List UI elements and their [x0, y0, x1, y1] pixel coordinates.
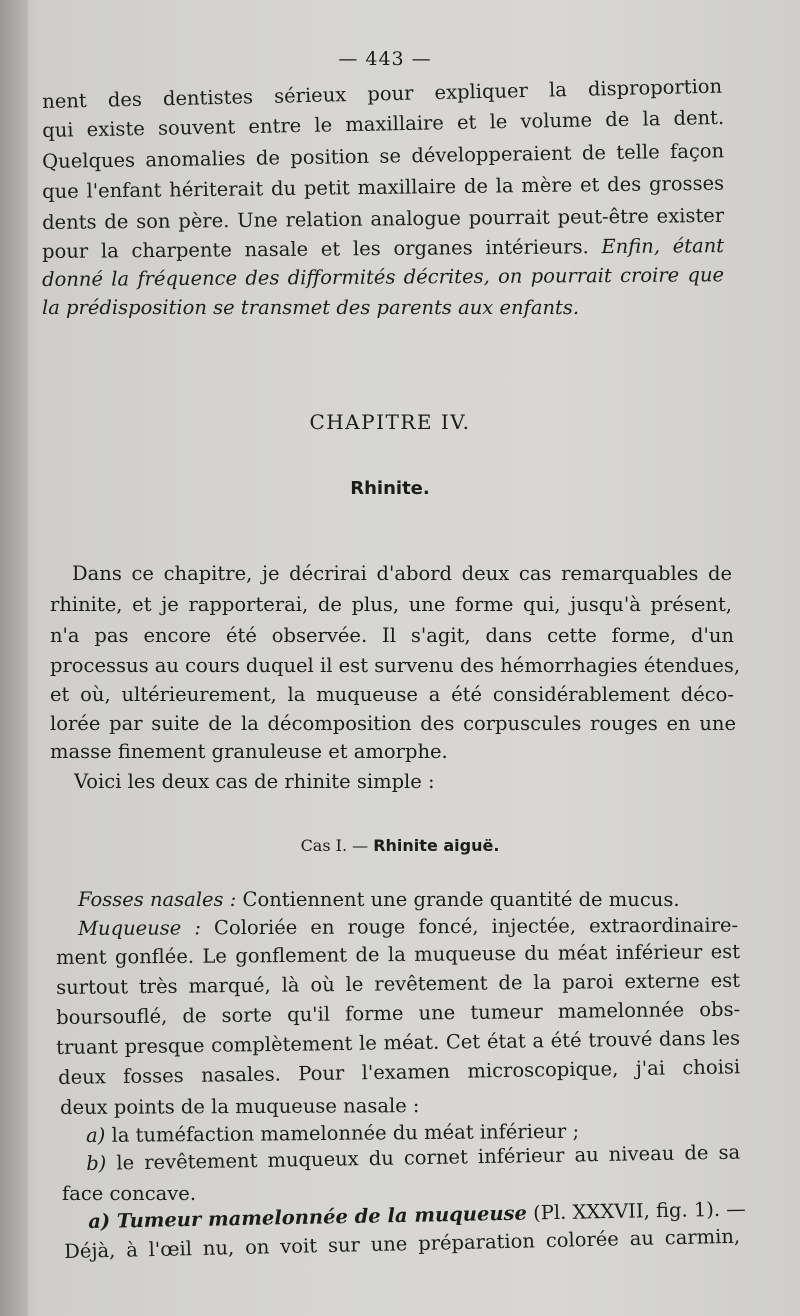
text-line: Dans ce chapitre, je décrirai d'abord deux cas remarquables de	[72, 562, 732, 585]
text-run-italic: Enfin, étant	[601, 234, 725, 259]
text-line: truant presque complètement le méat. Cet état a été trouvé dans les	[56, 1026, 741, 1059]
text-line: surtout très marqué, là où le revêtement de la paroi externe est	[56, 968, 741, 999]
text-line: masse finement granuleuse et amorphe.	[50, 740, 448, 763]
text-line: n'a pas encore été observée. Il s'agit, dans cette forme, d'un	[50, 624, 734, 647]
text-line: qui existe souvent entre le maxillaire et le volume de la dent.	[42, 105, 725, 142]
text-line: dents de son père. Une relation analogue pourrait peut-être exister	[42, 203, 725, 234]
text-line: ment gonflée. Le gonflement de la muqueuse du méat inférieur est	[56, 940, 741, 969]
text-line-mixed	[78, 914, 738, 941]
list-marker: b)	[86, 1151, 107, 1175]
chapter-title: CHAPITRE IV.	[309, 410, 471, 434]
case-heading	[200, 836, 600, 855]
case-number: Cas I. —	[300, 836, 374, 855]
page-number: — 443 —	[338, 48, 432, 70]
section-title: Rhinite.	[350, 478, 430, 499]
text-line: face concave.	[62, 1182, 197, 1205]
text-line: Quelques anomalies de position se développeraient de telle façon	[42, 139, 725, 173]
text-line: rhinite, et je rapporterai, de plus, une forme qui, jusqu'à présent,	[50, 593, 732, 616]
text-line: la prédisposition se transmet des parents aux enfants.	[42, 296, 580, 319]
text-line: Voici les deux cas de rhinite simple :	[74, 770, 435, 793]
field-label: Fosses nasales :	[78, 888, 237, 911]
text-line: processus au cours duquel il est survenu des hémorrhagies étendues,	[50, 654, 741, 677]
text-line: deux fosses nasales. Pour l'examen microscopique, j'ai choisi	[58, 1055, 741, 1089]
text-line-mixed	[42, 234, 724, 264]
text-run: pour la charpente nasale et les organes intérieurs.	[42, 235, 602, 263]
list-text: le revêtement muqueux du cornet inférieur au niveau de sa	[106, 1140, 741, 1175]
text-line-mixed	[78, 888, 680, 912]
text-line: donné la fréquence des difformités décrites, on pourrait croire que	[42, 263, 725, 291]
field-text: Coloriée en rouge foncé, injectée, extraordinaire-	[200, 913, 739, 940]
text-line: deux points de la muqueuse nasale :	[60, 1094, 420, 1119]
case-title: Rhinite aiguë.	[373, 836, 500, 855]
text-line: que l'enfant hériterait du petit maxillaire de la mère et des grosses	[42, 171, 725, 203]
text-line: Déjà, à l'œil nu, on voit sur une préparation colorée au carmin,	[64, 1224, 741, 1263]
text-line: et où, ultérieurement, la muqueuse a été considérablement déco-	[50, 683, 734, 706]
text-line: lorée par suite de la décomposition des corpuscules rouges en une	[50, 712, 736, 735]
list-text: la tuméfaction mamelonnée du méat inférieur ;	[105, 1119, 580, 1147]
subsection-title: a) Tumeur mamelonnée de la muqueuse	[88, 1201, 528, 1233]
text-run: (Pl. XXXVII, fig. 1). —	[526, 1197, 746, 1225]
field-text: Contiennent une grande quantité de mucus.	[236, 888, 680, 911]
text-line: boursouflé, de sorte qu'il forme une tumeur mamelonnée obs-	[56, 997, 741, 1029]
text-line: nent des dentistes sérieux pour expliquer la disproportion	[42, 74, 723, 113]
field-label: Muqueuse :	[78, 916, 201, 940]
list-marker: a)	[86, 1123, 106, 1147]
